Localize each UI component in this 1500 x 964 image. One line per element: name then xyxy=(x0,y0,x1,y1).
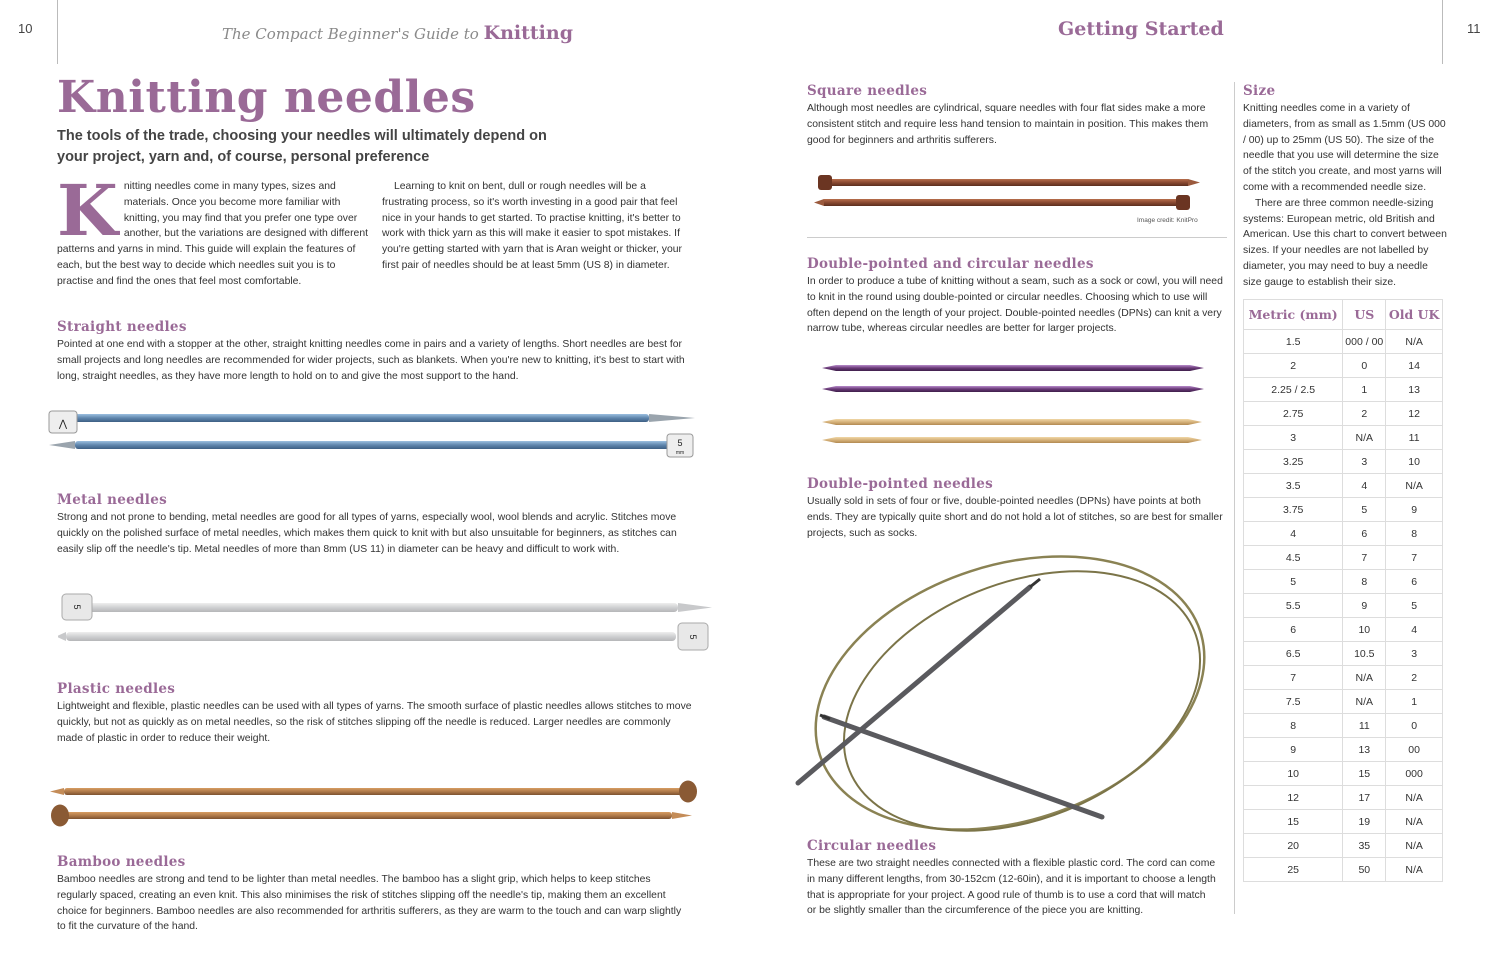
table-cell: 000 / 00 xyxy=(1343,330,1386,354)
image-credit: Image credit: KnitPro xyxy=(1137,217,1198,224)
section-text-metal: Strong and not prone to bending, metal needles are good for all types of yarns, especially wool, wool blends and acrylic. Stitches move quickly on the polished surface of metal needles, which makes them quick to knit with but also unsuitable for beginners, as stitches can easily slip off the needle's tip. Metal needles of more than 8mm (US 11) in diameter can be heavy and difficult to work with. xyxy=(57,512,677,555)
section-text-dpn: Usually sold in sets of four or five, double-pointed needles (DPNs) have points at both ends. They are typically quite short and do not hold a lot of stitches, so are best for smaller projects, such as socks. xyxy=(807,496,1223,539)
table-cell: N/A xyxy=(1386,474,1443,498)
section-heading-dpn: Double-pointed needles xyxy=(807,476,993,492)
table-row xyxy=(1244,642,1443,666)
table-column-header: Metric (mm) xyxy=(1244,300,1343,330)
section-heading-plastic: Plastic needles xyxy=(57,681,176,697)
table-cell: 4.5 xyxy=(1244,546,1343,570)
table-row xyxy=(1244,762,1443,786)
table-cell: N/A xyxy=(1343,426,1386,450)
section-divider xyxy=(807,237,1227,238)
table-row xyxy=(1244,450,1443,474)
table-cell: 9 xyxy=(1386,498,1443,522)
plastic-needles-image xyxy=(58,590,718,654)
table-cell: 2.75 xyxy=(1244,402,1343,426)
intro-column-2 xyxy=(382,179,694,274)
table-cell: 15 xyxy=(1244,810,1343,834)
table-row xyxy=(1244,810,1443,834)
section-text-plastic: Lightweight and flexible, plastic needles can be used with all types of yarns. The smooth surface of plastic needles allows stitches to move quickly, but not as quickly as on metal needles, so the risk of stitches slipping off the needle is reduced. Larger needles are commonly made of plastic in order to reduce their weight. xyxy=(57,701,692,744)
section-text-straight: Pointed at one end with a stopper at the other, straight knitting needles come in pairs and a variety of lengths. Short needles are best for small projects and long needles are recommended for wider projects, such as blankets. When you're new to knitting, it's best to start with long, straight needles, as they have more length to hold on to and give the most support to the hand. xyxy=(57,339,685,382)
table-cell: N/A xyxy=(1386,810,1443,834)
table-column-header: US xyxy=(1343,300,1386,330)
table-cell: 9 xyxy=(1343,594,1386,618)
needle-size-mark-3: 5 xyxy=(688,634,698,640)
table-cell: 3.5 xyxy=(1244,474,1343,498)
table-cell: 3.75 xyxy=(1244,498,1343,522)
table-cell: 000 xyxy=(1386,762,1443,786)
section-heading-square: Square needles xyxy=(807,83,928,99)
needle-unit-mark-1: mm xyxy=(675,450,685,456)
table-cell: N/A xyxy=(1386,330,1443,354)
table-cell: 11 xyxy=(1386,426,1443,450)
table-cell: 10 xyxy=(1343,618,1386,642)
table-cell: 5 xyxy=(1244,570,1343,594)
running-header-prefix: The Compact Beginner's Guide to xyxy=(222,25,479,43)
table-row xyxy=(1244,714,1443,738)
table-header-row xyxy=(1244,300,1443,330)
bamboo-needles-image xyxy=(48,778,708,832)
table-cell: 17 xyxy=(1343,786,1386,810)
table-cell: 6.5 xyxy=(1244,642,1343,666)
section-heading-circular: Circular needles xyxy=(807,838,937,854)
table-cell: 1 xyxy=(1386,690,1443,714)
page-number-left: 10 xyxy=(18,21,33,36)
table-cell: 7 xyxy=(1244,666,1343,690)
table-cell: 19 xyxy=(1343,810,1386,834)
intro-text-2: Learning to knit on bent, dull or rough needles will be a frustrating process, so it's worth investing in a good pair that feel nice in your hands to get started. To practise knitting, it's better to work with thick yarn as this will make it easier to spot mistakes. If you're getting started with yarn that is Aran weight or thicker, your first pair of needles should be at least 5mm (US 8) in diameter. xyxy=(382,181,682,271)
standfirst: The tools of the trade, choosing your needles will ultimately depend on your project, yarn and, of course, personal preference xyxy=(57,128,547,165)
table-cell: 3 xyxy=(1244,426,1343,450)
size-paragraph-1: Knitting needles come in a variety of diameters, from as small as 1.5mm (US 000 / 00) up to 25mm (US 50). The size of the needle that you use will determine the size of the stitch you create, and most yarns will come with a recommended needle size. xyxy=(1243,103,1446,193)
table-cell: 12 xyxy=(1386,402,1443,426)
table-cell: N/A xyxy=(1386,858,1443,882)
table-cell: N/A xyxy=(1386,786,1443,810)
table-cell: 13 xyxy=(1386,378,1443,402)
table-cell: 11 xyxy=(1343,714,1386,738)
table-cell: 1.5 xyxy=(1244,330,1343,354)
page-title: Knitting needles xyxy=(57,72,476,123)
table-body xyxy=(1244,330,1443,882)
table-row xyxy=(1244,738,1443,762)
table-row xyxy=(1244,402,1443,426)
table-cell: 3.25 xyxy=(1244,450,1343,474)
table-cell: 15 xyxy=(1343,762,1386,786)
table-cell: 2 xyxy=(1386,666,1443,690)
needle-size-table xyxy=(1243,299,1443,882)
table-cell: 2 xyxy=(1343,402,1386,426)
needle-size-mark-2: 5 xyxy=(72,604,82,610)
section-text-circular: These are two straight needles connected with a flexible plastic cord. The cord can come in many different lengths, from 30-152cm (12-60in), and it is important to choose a length that is appropriate for your project. A good rule of thumb is to use a cord that will match or be slightly smaller than the circumference of the piece you are knitting. xyxy=(807,858,1216,917)
table-row xyxy=(1244,498,1443,522)
table-cell: 2 xyxy=(1244,354,1343,378)
intro-text-1: nitting needles come in many types, sizes and materials. Once you become more familiar with knitting, you may find that you prefer one type over another, but the variations are designed with different patterns and yarns in mind. This guide will explain the features of each, but the best way to decide which needles suit you is to practise and find the ones that feel most comfortable. xyxy=(57,181,368,287)
drop-cap: K xyxy=(57,169,118,252)
table-cell: 9 xyxy=(1244,738,1343,762)
double-pointed-needles-image xyxy=(818,358,1210,450)
svg-text:⋀: ⋀ xyxy=(58,419,68,430)
section-heading-straight: Straight needles xyxy=(57,319,187,335)
table-cell: 35 xyxy=(1343,834,1386,858)
table-cell: N/A xyxy=(1343,690,1386,714)
table-row xyxy=(1244,522,1443,546)
table-cell: 4 xyxy=(1343,474,1386,498)
table-row xyxy=(1244,594,1443,618)
table-cell: 10.5 xyxy=(1343,642,1386,666)
table-cell: 50 xyxy=(1343,858,1386,882)
table-cell: 8 xyxy=(1343,570,1386,594)
table-cell: 3 xyxy=(1386,642,1443,666)
table-column-header: Old UK xyxy=(1386,300,1443,330)
table-row xyxy=(1244,834,1443,858)
table-cell: 4 xyxy=(1244,522,1343,546)
table-cell: 7 xyxy=(1386,546,1443,570)
size-paragraph-2: There are three common needle-sizing systems: European metric, old British and American. Use this chart to convert between sizes. If your needles are not labelled by diameter, you may need to buy a needle size gauge to establish their size. xyxy=(1243,197,1447,288)
intro-column-1 xyxy=(57,169,369,290)
section-heading-dpn-circular: Double-pointed and circular needles xyxy=(807,256,1094,272)
table-row xyxy=(1244,378,1443,402)
needle-size-mark-1: 5 xyxy=(677,438,683,448)
table-cell: 10 xyxy=(1244,762,1343,786)
table-cell: 6 xyxy=(1386,570,1443,594)
table-row xyxy=(1244,570,1443,594)
header-divider-left xyxy=(57,0,58,64)
table-cell: 8 xyxy=(1386,522,1443,546)
table-cell: 8 xyxy=(1244,714,1343,738)
table-cell: 1 xyxy=(1343,378,1386,402)
table-row xyxy=(1244,690,1443,714)
table-cell: N/A xyxy=(1386,834,1443,858)
section-text-dpn-circular: In order to produce a tube of knitting without a seam, such as a sock or cowl, you will need to knit in the round using double-pointed or circular needles. Choosing which to use will often depend on the length of your project. Double-pointed needles (DPNs) can knit a very narrow tube, whereas circular needles are better for larger projects. xyxy=(807,276,1223,335)
header-divider-right xyxy=(1442,0,1443,64)
running-header-right: Getting Started xyxy=(1058,18,1224,40)
table-cell: 20 xyxy=(1244,834,1343,858)
table-cell: 5 xyxy=(1386,594,1443,618)
table-row xyxy=(1244,858,1443,882)
table-row xyxy=(1244,426,1443,450)
table-cell: 12 xyxy=(1244,786,1343,810)
table-cell: 00 xyxy=(1386,738,1443,762)
table-cell: 0 xyxy=(1343,354,1386,378)
section-text-square: Although most needles are cylindrical, square needles with four flat sides make a more consistent stitch and require less hand tension to maintain in position. This makes them good for beginners and arthritis sufferers. xyxy=(807,103,1209,146)
circular-needles-image xyxy=(790,555,1230,835)
table-cell: 5.5 xyxy=(1244,594,1343,618)
running-header-left xyxy=(222,22,573,44)
section-heading-bamboo: Bamboo needles xyxy=(57,854,186,870)
table-cell: 3 xyxy=(1343,450,1386,474)
table-row xyxy=(1244,786,1443,810)
table-cell: 13 xyxy=(1343,738,1386,762)
table-cell: 2.25 / 2.5 xyxy=(1244,378,1343,402)
section-heading-size: Size xyxy=(1243,83,1276,99)
table-cell: 25 xyxy=(1244,858,1343,882)
square-needles-image xyxy=(810,168,1210,216)
table-cell: 7.5 xyxy=(1244,690,1343,714)
table-cell: 6 xyxy=(1244,618,1343,642)
table-cell: 6 xyxy=(1343,522,1386,546)
straight-metal-needles-image xyxy=(45,404,705,462)
table-cell: 4 xyxy=(1386,618,1443,642)
table-row xyxy=(1244,474,1443,498)
table-cell: N/A xyxy=(1343,666,1386,690)
table-cell: 10 xyxy=(1386,450,1443,474)
page-number-right: 11 xyxy=(1467,21,1481,36)
section-heading-metal: Metal needles xyxy=(57,492,167,508)
sidebar-divider xyxy=(1234,82,1235,914)
table-row xyxy=(1244,330,1443,354)
table-cell: 14 xyxy=(1386,354,1443,378)
table-row xyxy=(1244,618,1443,642)
table-cell: 7 xyxy=(1343,546,1386,570)
table-row xyxy=(1244,354,1443,378)
table-cell: 0 xyxy=(1386,714,1443,738)
table-cell: 5 xyxy=(1343,498,1386,522)
table-row xyxy=(1244,666,1443,690)
running-header-bold: Knitting xyxy=(483,22,573,44)
section-text-bamboo: Bamboo needles are strong and tend to be lighter than metal needles. The bamboo has a slight grip, which helps to keep stitches regularly spaced, creating an even knit. This also minimises the risk of stitches slipping off the needle's tip, making them an excellent choice for beginners. Bamboo needles are also recommended for arthritis sufferers, as they are warm to the touch and can warp slightly to fit the curvature of the hand. xyxy=(57,874,682,933)
table-row xyxy=(1244,546,1443,570)
size-intro xyxy=(1243,101,1448,291)
